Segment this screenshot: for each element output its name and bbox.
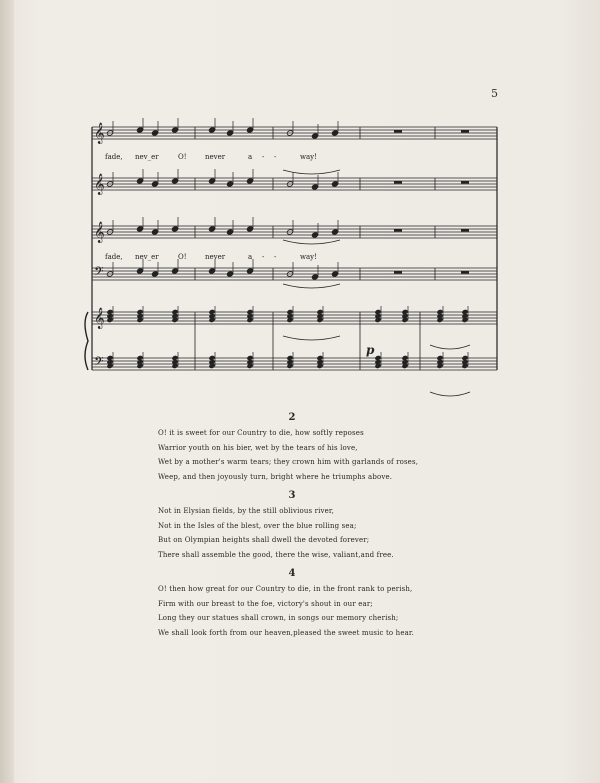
rest-icon [461, 130, 469, 133]
verse-line: O! then how great for our Country to die, in the front rank to perish, [158, 585, 413, 593]
note-head [171, 226, 178, 232]
lyric-syllable: nev_er [135, 153, 159, 161]
note-head [151, 130, 158, 136]
note-head [311, 232, 318, 238]
treble-clef-icon: 𝄞 [94, 123, 105, 144]
treble-clef-icon: 𝄞 [94, 308, 105, 329]
rest-icon [394, 181, 402, 184]
note-head [136, 226, 143, 232]
tie [430, 392, 470, 396]
page-number: 5 [491, 87, 498, 100]
verse-line: Firm with our breast to the foe, victory's shout in our ear; [158, 599, 373, 608]
verse-line: Long they our statues shall crown, in songs our memory cherish; [158, 614, 399, 622]
note-head [151, 271, 158, 277]
notes-group [106, 118, 470, 396]
note-head [171, 178, 178, 184]
note-head [331, 130, 338, 136]
verse-number: 2 [288, 412, 296, 423]
lyric-syllable: a [248, 153, 253, 161]
note-head [171, 127, 178, 133]
verses-container [158, 412, 488, 646]
rest-icon [461, 271, 469, 274]
piano-brace [85, 312, 88, 370]
dynamic-marking-piano: p [366, 343, 375, 357]
verse-2 [158, 412, 488, 484]
lyric-syllable: - [274, 253, 277, 261]
lyric-syllable: - [262, 253, 265, 261]
verse-line: Not in the Isles of the blest, over the blue rolling sea; [158, 521, 357, 530]
verse-3 [158, 490, 488, 562]
note-head [151, 229, 158, 235]
note-head [226, 130, 233, 136]
note-head [136, 127, 143, 133]
tie [283, 240, 340, 244]
lyric-syllable: O! [178, 153, 187, 161]
bass-clef-icon: 𝄢 [94, 264, 104, 282]
clefs-group [94, 123, 105, 372]
note-head [246, 127, 253, 133]
lyric-syllable: O! [178, 253, 187, 261]
verse-line: Not in Elysian fields, by the still oblivious river, [158, 507, 335, 515]
lyric-syllable: never [205, 153, 226, 161]
note-head [208, 226, 215, 232]
tie [430, 345, 470, 349]
verse-line: But on Olympian heights shall dwell the devoted forever; [158, 536, 370, 544]
verse-number: 4 [288, 568, 296, 579]
note-head [136, 268, 143, 274]
note-head [226, 181, 233, 187]
lyric-syllable: a [248, 253, 253, 261]
bass-clef-icon: 𝄢 [94, 354, 104, 372]
rest-icon [394, 130, 402, 133]
note-head [311, 274, 318, 280]
note-head [331, 229, 338, 235]
treble-clef-icon: 𝄞 [94, 174, 105, 195]
staves-group [92, 127, 497, 370]
lyric-syllable: way! [300, 253, 317, 261]
verse-line: There shall assemble the good, there the wise, valiant,and free. [158, 550, 394, 559]
verse-line: Weep, and then joyously turn, bright where he triumphs above. [158, 472, 393, 481]
treble-clef-icon: 𝄞 [94, 222, 105, 243]
note-head [311, 133, 318, 139]
verse-4 [158, 568, 488, 640]
verse-line: Wet by a mother's warm tears; they crown him with garlands of roses, [158, 458, 419, 466]
barlines-group [85, 127, 497, 370]
note-head [151, 181, 158, 187]
rest-icon [461, 229, 469, 232]
verse-number: 3 [288, 490, 296, 501]
note-head [331, 271, 338, 277]
lyric-syllable: - [262, 153, 265, 161]
note-head [226, 271, 233, 277]
note-head [171, 268, 178, 274]
lyric-syllable: never [205, 253, 226, 261]
lyric-syllable: fade, [105, 253, 123, 261]
note-head [331, 181, 338, 187]
note-head [246, 178, 253, 184]
verse-line: Warrior youth on his bier, wet by the tears of his love, [158, 443, 358, 452]
note-head [246, 226, 253, 232]
note-head [311, 184, 318, 190]
lyric-syllable: way! [300, 153, 317, 161]
lyric-syllable: - [274, 153, 277, 161]
verse-line: We shall look forth from our heaven,pleased the sweet music to hear. [158, 628, 415, 637]
verse-line: O! it is sweet for our Country to die, how softly reposes [158, 429, 364, 437]
lyric-syllable: fade, [105, 153, 123, 161]
rest-icon [394, 229, 402, 232]
rest-icon [461, 181, 469, 184]
tie [283, 284, 340, 288]
lyric-syllable: nev_er [135, 253, 159, 261]
tie [283, 336, 340, 340]
note-head [208, 127, 215, 133]
rest-icon [394, 271, 402, 274]
lyrics-line-2 [105, 253, 317, 261]
note-head [246, 268, 253, 274]
lyrics-line-1 [105, 153, 317, 161]
tie [283, 170, 340, 174]
note-head [208, 178, 215, 184]
note-head [136, 178, 143, 184]
note-head [226, 229, 233, 235]
note-head [208, 268, 215, 274]
